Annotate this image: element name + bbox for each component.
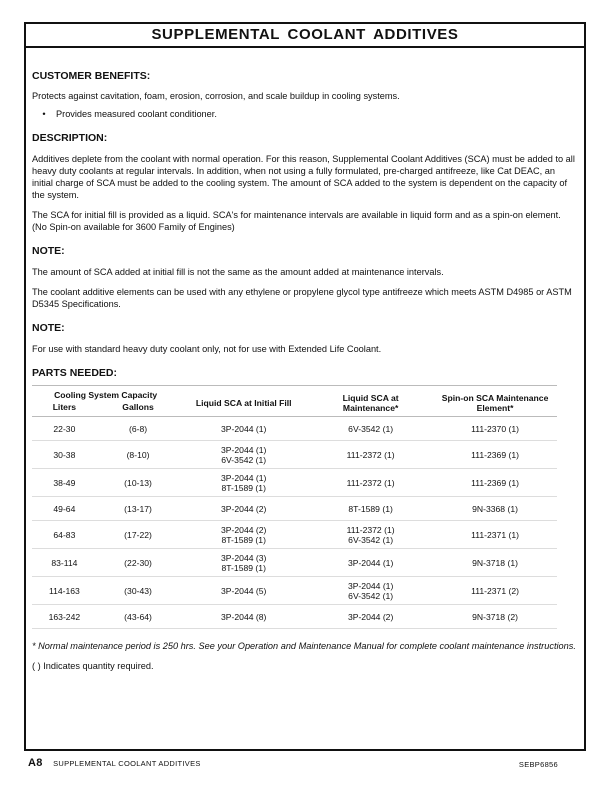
initial-part-number: 3P-2044 (1) [221, 423, 267, 434]
initial-part-number: 6V-3542 (1) [221, 454, 267, 465]
maintenance-cell [308, 469, 433, 497]
gallons-cell: (13-17) [124, 503, 152, 514]
note-2-heading: NOTE: [32, 322, 65, 334]
spinon-cell: 9N-3368 (1) [472, 503, 518, 514]
gallons-cell: (22-30) [124, 557, 152, 568]
gallons-cell: (10-13) [124, 477, 152, 488]
quantity-note: ( ) Indicates quantity required. [32, 661, 154, 671]
maintenance-part-number: 6V-3542 (1) [348, 534, 394, 545]
table-row [32, 521, 557, 549]
bullet-icon: • [42, 109, 46, 119]
parts-table-body [32, 417, 557, 629]
benefit-bullet-text: Provides measured coolant conditioner. [56, 109, 217, 119]
maintenance-cell [308, 577, 433, 605]
page-title: SUPPLEMENTAL COOLANT ADDITIVES [26, 24, 584, 48]
maintenance-part-number: 3P-2044 (2) [347, 611, 394, 622]
parts-needed-heading: PARTS NEEDED: [32, 367, 117, 379]
initial-cell [179, 441, 308, 469]
capacity-header: Cooling System Capacity [54, 390, 158, 400]
initial-cell [179, 497, 308, 521]
gallons-cell: (8-10) [126, 449, 150, 460]
table-row [32, 441, 557, 469]
initial-part-number: 8T-1589 (1) [221, 482, 266, 493]
initial-part-number: 8T-1589 (1) [221, 562, 266, 573]
spinon-cell: 9N-3718 (1) [472, 557, 518, 568]
initial-cell [179, 521, 308, 549]
spinon-header-line-2: Element* [476, 402, 514, 413]
initial-part-number: 3P-2044 (5) [221, 585, 267, 596]
maintenance-part-number: 6V-3542 (1) [348, 590, 394, 601]
liters-cell: 22-30 [53, 423, 76, 434]
maintenance-part-number: 3P-2044 (1) [347, 580, 394, 591]
initial-part-number: 3P-2044 (3) [221, 552, 267, 563]
initial-part-number: 3P-2044 (2) [221, 524, 267, 535]
page-footer [28, 757, 558, 769]
maintenance-cell [308, 441, 433, 469]
note-1-para-1: The amount of SCA added at initial fill is not the same as the amount added at maintenance intervals. [32, 267, 444, 277]
spinon-header-line-1: Spin-on SCA Maintenance [441, 392, 549, 403]
liters-cell: 38-49 [53, 477, 76, 488]
spinon-cell: 111-2371 (2) [471, 585, 520, 596]
note-1-heading: NOTE: [32, 245, 65, 257]
initial-part-number: 3P-2044 (8) [221, 611, 267, 622]
benefit-bullet [32, 108, 578, 120]
maintenance-header-line-1: Liquid SCA at [342, 392, 399, 403]
spinon-cell: 111-2371 (1) [471, 529, 520, 540]
spinon-header [433, 386, 557, 417]
gallons-cell: (17-22) [124, 529, 152, 540]
initial-cell [179, 469, 308, 497]
liters-cell: 114-163 [48, 585, 80, 596]
initial-fill-header: Liquid SCA at Initial Fill [179, 386, 308, 417]
liters-cell: 30-38 [53, 449, 76, 460]
liters-cell: 163-242 [48, 611, 81, 622]
maintenance-footnote: * Normal maintenance period is 250 hrs. See your Operation and Maintenance Manual for complete coolant maintenance instructions. [32, 641, 576, 651]
initial-cell [179, 577, 308, 605]
gallons-cell: (30-43) [124, 585, 152, 596]
maintenance-part-number: 111-2372 (1) [346, 477, 395, 488]
gallons-cell: (6-8) [128, 423, 148, 434]
parts-table [32, 385, 557, 629]
initial-cell [179, 549, 308, 577]
maintenance-part-number: 111-2372 (1) [346, 449, 395, 460]
maintenance-part-number: 111-2372 (1) [346, 524, 395, 535]
customer-benefits-text: Protects against cavitation, foam, erosion, corrosion, and scale buildup in cooling systems. [32, 91, 400, 101]
maintenance-part-number: 3P-2044 (1) [347, 557, 394, 568]
initial-part-number: 3P-2044 (1) [221, 444, 267, 455]
page-content [26, 48, 584, 672]
maintenance-cell [308, 497, 433, 521]
initial-part-number: 3P-2044 (1) [221, 472, 267, 483]
spinon-cell: 111-2369 (1) [471, 477, 520, 488]
maintenance-cell [308, 521, 433, 549]
table-row [32, 605, 557, 629]
description-para-1: Additives deplete from the coolant with normal operation. For this reason, Supplemental Coolant Additives (SCA) must be added to all heavy duty coolants at regular intervals. In addition, when not using a fully formulated, pre-charged antifreeze, like Cat DEAC, an initial charge of SCA must be added to the cooling system. The amount of SCA added to the system is dependent on the capacity of the system. [32, 154, 575, 200]
initial-part-number: 8T-1589 (1) [221, 534, 266, 545]
customer-benefits-heading: CUSTOMER BENEFITS: [32, 70, 151, 82]
table-row [32, 417, 557, 441]
initial-cell [179, 417, 308, 441]
initial-part-number: 3P-2044 (2) [221, 503, 267, 514]
maintenance-cell [308, 417, 433, 441]
spinon-cell: 111-2369 (1) [471, 449, 520, 460]
maintenance-cell [308, 549, 433, 577]
page-frame [24, 22, 586, 751]
gallons-cell: (43-64) [124, 611, 152, 622]
spinon-cell: 111-2370 (1) [471, 423, 520, 434]
table-row [32, 469, 557, 497]
footer-section-title: SUPPLEMENTAL COOLANT ADDITIVES [53, 759, 201, 768]
initial-cell [179, 605, 308, 629]
table-row [32, 577, 557, 605]
description-heading: DESCRIPTION: [32, 132, 108, 144]
maintenance-cell [308, 605, 433, 629]
note-1-para-2: The coolant additive elements can be used with any ethylene or propylene glycol type antifreeze which meets ASTM D4985 or ASTM D5345 Specifications. [32, 287, 572, 309]
maintenance-part-number: 8T-1589 (1) [348, 503, 393, 514]
description-para-2: The SCA for initial fill is provided as a liquid. SCA's for maintenance intervals are available in liquid form and as a spin-on element. (No Spin-on available for 3600 Family of Engines) [32, 210, 561, 232]
gallons-header: Gallons [97, 401, 180, 417]
table-row [32, 549, 557, 577]
table-row [32, 497, 557, 521]
maintenance-part-number: 6V-3542 (1) [348, 423, 394, 434]
maintenance-header [308, 386, 433, 417]
note-2-para-1: For use with standard heavy duty coolant only, not for use with Extended Life Coolant. [32, 344, 382, 354]
document-number: SEBP6856 [518, 760, 558, 769]
liters-header: Liters [32, 401, 97, 417]
liters-cell: 49-64 [53, 503, 76, 514]
liters-cell: 64-83 [53, 529, 76, 540]
liters-cell: 83-114 [51, 557, 78, 568]
spinon-cell: 9N-3718 (2) [472, 611, 518, 622]
maintenance-header-line-2: Maintenance* [342, 402, 399, 413]
page-number: A8 [28, 757, 43, 769]
